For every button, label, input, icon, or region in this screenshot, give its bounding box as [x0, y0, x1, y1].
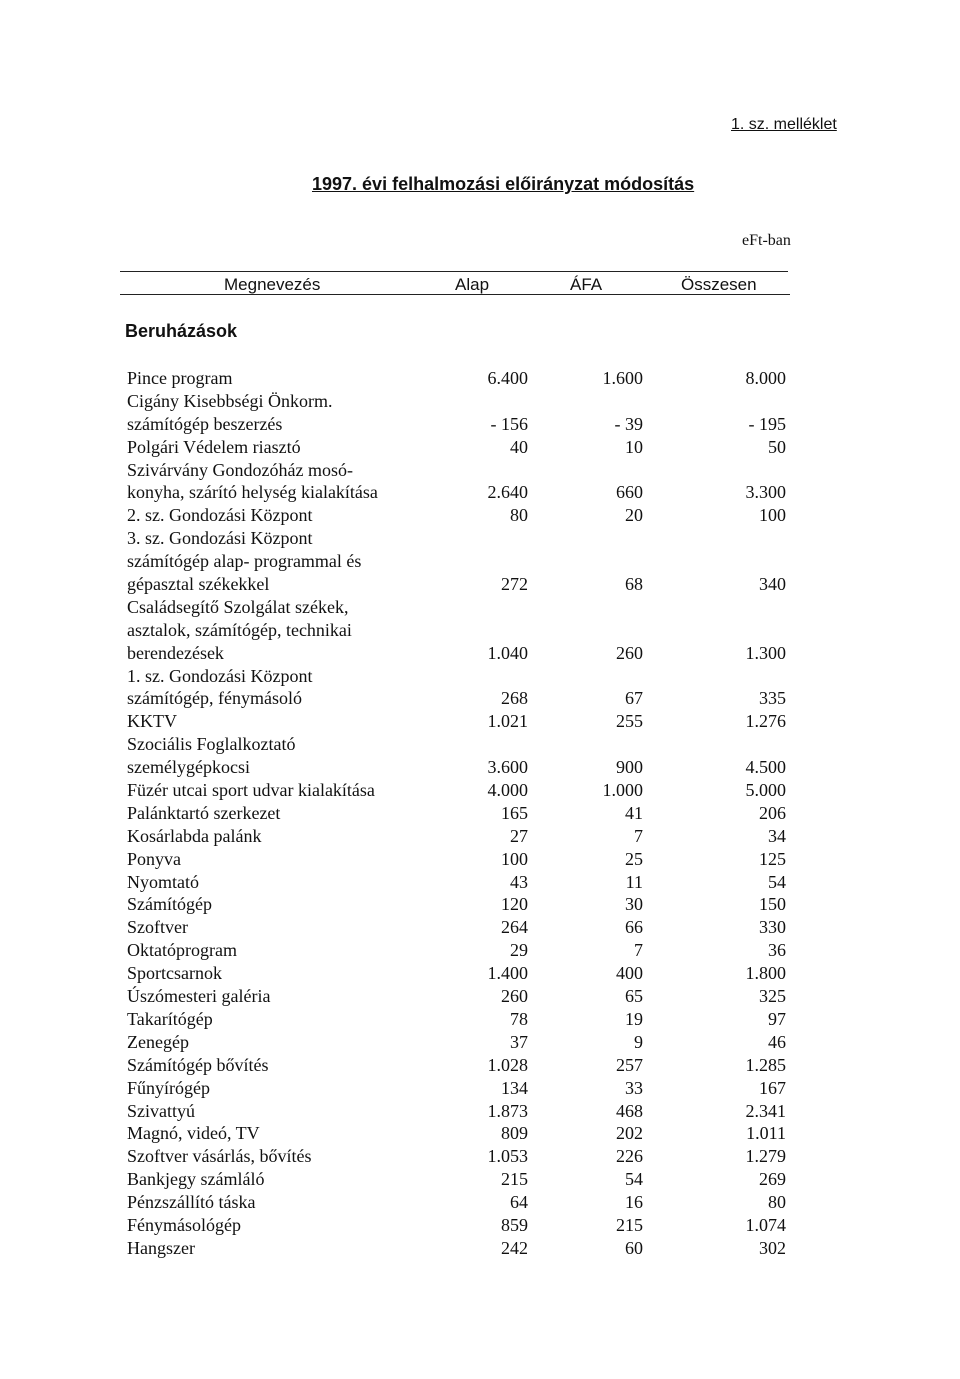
row-vat-value: 67 [625, 688, 643, 709]
table-row [0, 1077, 960, 1100]
section-title: Beruházások [125, 321, 238, 341]
row-total-value: 206 [759, 802, 786, 823]
table-row [0, 596, 960, 619]
row-label: gépasztal székekkel [127, 574, 270, 595]
row-base-value: 2.640 [487, 482, 528, 503]
row-total-value: 167 [759, 1077, 786, 1098]
row-base-value: 64 [510, 1192, 528, 1213]
column-header-name: Megnevezés [224, 275, 321, 294]
row-base-value: 165 [501, 802, 528, 823]
row-total-value: 1.074 [745, 1214, 786, 1235]
row-total-value: 54 [768, 871, 786, 892]
row-base-value: 1.040 [487, 642, 528, 663]
row-base-value: 272 [501, 574, 528, 595]
row-label: személygépkocsi [127, 757, 250, 778]
row-vat-value: 255 [616, 711, 643, 732]
table-row [0, 459, 960, 482]
row-base-value: 4.000 [487, 780, 528, 801]
row-label: számítógép beszerzés [127, 413, 283, 434]
table-row [0, 1031, 960, 1054]
row-vat-value: 1.600 [602, 368, 643, 388]
row-vat-value: 257 [616, 1054, 643, 1075]
row-vat-value: 25 [625, 848, 643, 869]
row-vat-value: 41 [625, 802, 643, 823]
table-row [0, 367, 960, 390]
table-row [0, 825, 960, 848]
row-base-value: 1.873 [487, 1100, 528, 1121]
row-total-value: 335 [759, 688, 786, 709]
row-total-value: 125 [759, 848, 786, 869]
table-row [0, 962, 960, 985]
row-label: Úszómesteri galéria [127, 986, 271, 1007]
table-row [0, 1054, 960, 1077]
row-total-value: 1.800 [745, 963, 786, 984]
table-row [0, 1168, 960, 1191]
row-total-value: 100 [759, 505, 786, 526]
row-vat-value: 400 [616, 963, 643, 984]
table-row [0, 481, 960, 504]
row-vat-value: 60 [625, 1237, 643, 1258]
row-label: Polgári Védelem riasztó [127, 436, 301, 457]
table-row [0, 1237, 960, 1260]
table-row [0, 756, 960, 779]
row-label: Magnó, videó, TV [127, 1123, 260, 1144]
header-top-rule [120, 271, 788, 272]
row-base-value: 1.400 [487, 963, 528, 984]
row-label: Fénymásológép [127, 1214, 241, 1235]
table-row [0, 1214, 960, 1237]
row-label: 1. sz. Gondozási Központ [127, 665, 313, 686]
row-label: Pince program [127, 368, 233, 388]
row-base-value: 100 [501, 848, 528, 869]
row-vat-value: 20 [625, 505, 643, 526]
row-base-value: 215 [501, 1169, 528, 1190]
row-total-value: 97 [768, 1008, 786, 1029]
row-label: Pénzszállító táska [127, 1192, 256, 1213]
table-row [0, 642, 960, 665]
row-vat-value: 660 [616, 482, 643, 503]
row-vat-value: 226 [616, 1146, 643, 1167]
row-label: 2. sz. Gondozási Központ [127, 505, 313, 526]
row-total-value: 325 [759, 986, 786, 1007]
row-base-value: 1.028 [487, 1054, 528, 1075]
row-base-value: 40 [510, 436, 528, 457]
row-base-value: 80 [510, 505, 528, 526]
row-base-value: 37 [510, 1031, 528, 1052]
table-row [0, 619, 960, 642]
row-label: Számítógép bővítés [127, 1054, 269, 1075]
row-label: Zenegép [127, 1031, 189, 1052]
row-total-value: 1.276 [745, 711, 786, 732]
row-base-value: 242 [501, 1237, 528, 1258]
row-total-value: 80 [768, 1192, 786, 1213]
row-base-value: 1.053 [487, 1146, 528, 1167]
row-label: KKTV [127, 711, 177, 732]
row-label: berendezések [127, 642, 224, 663]
table-row [0, 1122, 960, 1145]
row-base-value: 43 [510, 871, 528, 892]
row-total-value: 330 [759, 917, 786, 938]
table-row [0, 390, 960, 413]
row-base-value: 264 [501, 917, 528, 938]
row-label: számítógép, fénymásoló [127, 688, 302, 709]
row-total-value: 1.285 [745, 1054, 786, 1075]
row-label: Nyomtató [127, 871, 199, 892]
table-row [0, 665, 960, 688]
unit-label: eFt-ban [742, 232, 791, 249]
row-label: Oktatóprogram [127, 940, 237, 961]
row-total-value: 36 [768, 940, 786, 961]
row-vat-value: 65 [625, 986, 643, 1007]
table-row [0, 527, 960, 550]
row-label: Szivárvány Gondozóház mosó- [127, 459, 353, 480]
row-label: Szociális Foglalkoztató [127, 734, 296, 755]
row-label: Szoftver [127, 917, 188, 938]
row-total-value: 1.300 [745, 642, 786, 663]
row-base-value: 260 [501, 986, 528, 1007]
header-bottom-rule [120, 294, 790, 295]
row-label: asztalok, számítógép, technikai [127, 619, 352, 640]
table-body [0, 367, 960, 1260]
row-base-value: 809 [501, 1123, 528, 1144]
row-vat-value: 30 [625, 894, 643, 915]
table-row [0, 985, 960, 1008]
row-base-value: 1.021 [487, 711, 528, 732]
row-vat-value: 215 [616, 1214, 643, 1235]
annex-label: 1. sz. melléklet [731, 116, 837, 133]
column-header-total: Összesen [681, 275, 757, 294]
table-row [0, 710, 960, 733]
row-vat-value: 7 [634, 825, 643, 846]
row-base-value: 6.400 [487, 368, 528, 388]
row-total-value: 150 [759, 894, 786, 915]
row-label: Családsegítő Szolgálat székek, [127, 596, 349, 617]
row-label: Fűnyírógép [127, 1077, 210, 1098]
row-label: Kosárlabda palánk [127, 825, 262, 846]
row-total-value: 4.500 [745, 757, 786, 778]
row-vat-value: 54 [625, 1169, 643, 1190]
row-vat-value: 16 [625, 1192, 643, 1213]
row-total-value: 340 [759, 574, 786, 595]
row-total-value: 2.341 [745, 1100, 786, 1121]
row-label: Takarítógép [127, 1008, 213, 1029]
row-label: Szoftver vásárlás, bővítés [127, 1146, 312, 1167]
row-label: 3. sz. Gondozási Központ [127, 528, 313, 549]
column-header-vat: ÁFA [570, 275, 603, 294]
table-row [0, 687, 960, 710]
row-base-value: 120 [501, 894, 528, 915]
row-base-value: 78 [510, 1008, 528, 1029]
table-row [0, 573, 960, 596]
row-base-value: - 156 [490, 413, 528, 434]
row-total-value: 5.000 [745, 780, 786, 801]
row-total-value: 302 [759, 1237, 786, 1258]
row-total-value: 34 [768, 825, 786, 846]
row-label: Szivattyú [127, 1100, 195, 1121]
row-total-value: 3.300 [745, 482, 786, 503]
table-row [0, 733, 960, 756]
row-label: konyha, szárító helység kialakítása [127, 482, 378, 503]
table-row [0, 893, 960, 916]
table-row [0, 504, 960, 527]
row-total-value: 1.279 [745, 1146, 786, 1167]
table-row [0, 1191, 960, 1214]
row-label: Hangszer [127, 1237, 195, 1258]
row-vat-value: 468 [616, 1100, 643, 1121]
table-row [0, 871, 960, 894]
row-label: számítógép alap- programmal és [127, 551, 362, 572]
row-vat-value: 260 [616, 642, 643, 663]
table-row [0, 436, 960, 459]
table-row [0, 1145, 960, 1168]
row-vat-value: 9 [634, 1031, 643, 1052]
row-vat-value: 7 [634, 940, 643, 961]
table-row [0, 916, 960, 939]
row-total-value: 50 [768, 436, 786, 457]
table-row [0, 413, 960, 436]
row-total-value: 8.000 [745, 368, 786, 388]
row-base-value: 859 [501, 1214, 528, 1235]
column-header-base: Alap [455, 275, 490, 294]
row-total-value: - 195 [748, 413, 786, 434]
row-vat-value: 202 [616, 1123, 643, 1144]
row-label: Bankjegy számláló [127, 1169, 265, 1190]
row-vat-value: 10 [625, 436, 643, 457]
row-base-value: 27 [510, 825, 528, 846]
row-label: Cigány Kisebbségi Önkorm. [127, 390, 333, 411]
document-title: 1997. évi felhalmozási előirányzat módosítás [312, 174, 695, 194]
row-vat-value: 66 [625, 917, 643, 938]
row-vat-value: - 39 [614, 413, 643, 434]
table-row [0, 939, 960, 962]
row-base-value: 29 [510, 940, 528, 961]
row-vat-value: 900 [616, 757, 643, 778]
row-vat-value: 19 [625, 1008, 643, 1029]
row-base-value: 268 [501, 688, 528, 709]
row-vat-value: 33 [625, 1077, 643, 1098]
row-label: Füzér utcai sport udvar kialakítása [127, 780, 375, 801]
table-row [0, 779, 960, 802]
row-total-value: 46 [768, 1031, 786, 1052]
row-vat-value: 68 [625, 574, 643, 595]
row-vat-value: 1.000 [602, 780, 643, 801]
row-base-value: 134 [501, 1077, 528, 1098]
row-label: Számítógép [127, 894, 212, 915]
row-total-value: 1.011 [746, 1123, 786, 1144]
row-base-value: 3.600 [487, 757, 528, 778]
table-row [0, 848, 960, 871]
row-vat-value: 11 [625, 871, 643, 892]
row-label: Ponyva [127, 848, 181, 869]
row-total-value: 269 [759, 1169, 786, 1190]
table-row [0, 550, 960, 573]
table-row [0, 1100, 960, 1123]
row-label: Palánktartó szerkezet [127, 802, 281, 823]
table-row [0, 1008, 960, 1031]
table-row [0, 802, 960, 825]
row-label: Sportcsarnok [127, 963, 222, 984]
